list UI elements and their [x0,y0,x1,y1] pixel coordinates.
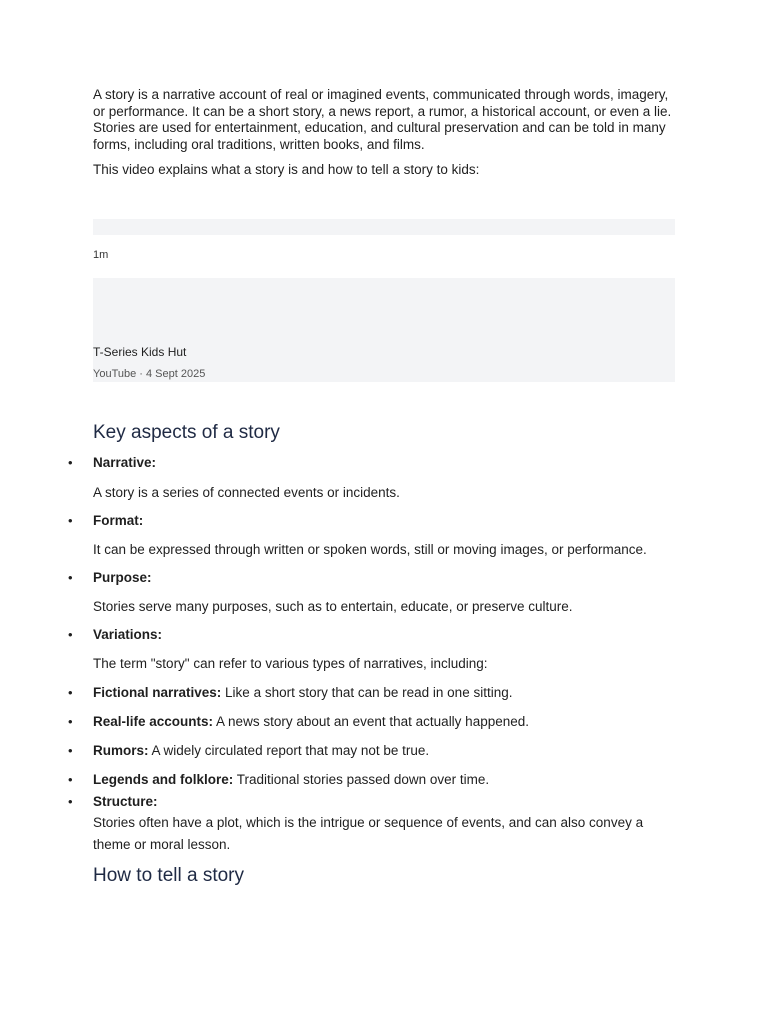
bullet-icon: • [68,684,73,700]
item-desc: Stories serve many purposes, such as to entertain, educate, or preserve culture. [93,598,573,614]
video-channel: T-Series Kids Hut [93,344,187,359]
item-desc: The term "story" can refer to various types of narratives, including: [93,655,488,671]
list-item-real-life [68,713,675,730]
bullet-icon: • [68,713,73,729]
bullet-icon: • [68,793,73,809]
bullet-icon: • [68,512,73,528]
list-item-legends [68,771,675,788]
list-item-narrative [68,454,675,504]
bullet-icon: • [68,454,73,470]
intro-paragraph: A story is a narrative account of real or imagined events, communicated through words, imagery, or performance. It can be a short story, a news report, a rumor, a historical account, or even a lie. Stories are used for entertainment, education, and cultural preservation and can be told in many forms, including oral traditions, written books, and films. [93,87,672,152]
list-item-purpose [68,569,675,618]
list-item-structure [68,793,675,856]
how-to-heading: How to tell a story [93,864,244,886]
item-term: Real-life accounts: [93,713,214,729]
video-duration: 1m [93,248,109,261]
item-desc: A widely circulated report that may not be true. [148,742,430,758]
list-item-variations [68,626,675,675]
bullet-icon: • [68,569,73,585]
item-desc: A news story about an event that actually happened. [213,713,530,729]
item-desc: Stories often have a plot, which is the intrigue or sequence of events, and can also convey a theme or moral lesson. [93,814,644,852]
list-item-format [68,512,675,561]
video-meta: YouTube · 4 Sept 2025 [93,367,206,380]
list-item-fictional [68,684,675,701]
bullet-icon: • [68,742,73,758]
item-term: Fictional narratives: [93,684,222,700]
video-placeholder-strip [93,219,675,235]
item-term: Legends and folklore: [93,771,234,787]
item-desc: It can be expressed through written or spoken words, still or moving images, or performance. [93,541,647,557]
item-term: Purpose: [93,569,152,585]
bullet-icon: • [68,771,73,787]
item-term: Structure: [93,793,158,809]
main-content [68,87,675,887]
key-aspects-list [68,454,675,856]
item-term: Narrative: [93,454,157,470]
item-term: Rumors: [93,742,149,758]
item-term: Variations: [93,626,163,642]
item-desc: A story is a series of connected events or incidents. [93,484,400,500]
bullet-icon: • [68,626,73,642]
list-item-rumors [68,742,675,759]
video-card[interactable] [93,278,675,382]
item-desc: Like a short story that can be read in one sitting. [221,684,513,700]
key-aspects-heading: Key aspects of a story [93,421,280,443]
video-intro-text: This video explains what a story is and how to tell a story to kids: [93,162,480,177]
item-term: Format: [93,512,144,528]
item-desc: Traditional stories passed down over time. [233,771,490,787]
